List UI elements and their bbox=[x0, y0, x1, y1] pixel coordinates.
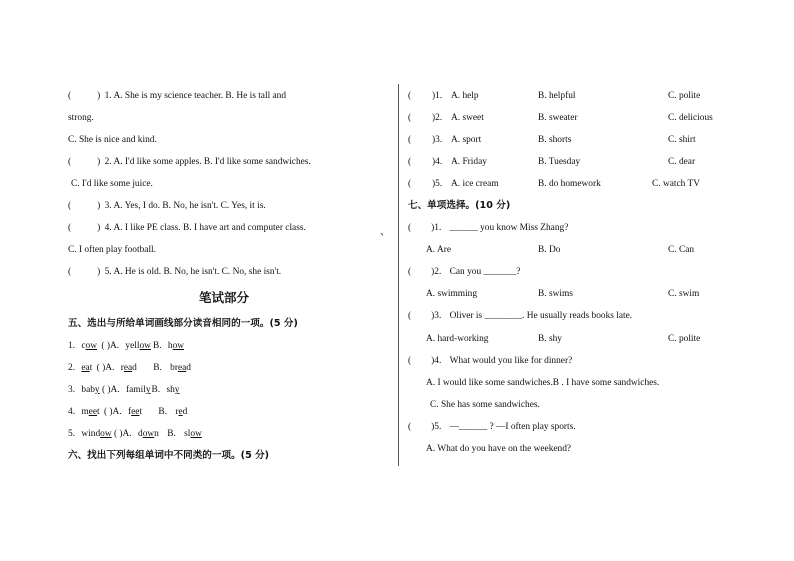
choice-q4: ( )4. What would you like for dinner? bbox=[408, 356, 573, 366]
listening-item-1: ( ) 1. A. She is my science teacher. B. He is tall and bbox=[68, 91, 287, 101]
section5-heading: 五、选出与所给单词画线部分读音相同的一项。(5 分) bbox=[68, 318, 298, 329]
stray-mark: 、 bbox=[380, 227, 390, 238]
listening-item-3: ( ) 3. A. Yes, I do. B. No, he isn't. C. Yes, it is. bbox=[68, 201, 266, 211]
phonics-item-1: 1. cow ( )A. yellow B. how bbox=[68, 341, 185, 351]
written-section-title: 笔试部分 bbox=[199, 290, 250, 305]
choice-q4-option-c: C. She has some sandwiches. bbox=[430, 400, 540, 410]
exam-page: 、 ( ) 1. A. She is my science teacher. B. He is tall and strong. C. She is nice and kind. ( ) 2. A. I'd like some apples. B. I'd like some sandwiches. C. I'd like some juice. ( ) 3. A. Yes, I do. B. No, he isn't. C. Yes, it is. ( ) 4. A. I like PE class. B. I have art and computer class. C. I often play football. ( ) 5. A. He is old. B. No, he isn't. C. No, she isn't. 笔试部分 五、选出与所给单词画线部分读音相同的一项。(5 分) 1. cow ( )A. yellow B. how 2. eat ( )A. read B. bread 3. baby ( )A. familyB. shy 4. meet ( )A. feet B. red 5. window ( )A. down B. slow 六、找出下列每组单词中不同类的一项。(5 分) ( )1. A. help B. helpful C. polite ( )2. A. sweet B. sweater C. delicious ( )3. A. sport B. shorts C. shirt ( )4. A. Friday B. Tuesday C. dear ( )5. A. ice cream B. do homework C. watch TV 七、单项选择。(10 分) ( )1. ______ you know Miss Zhang? A. Are B. Do C. Can ( )2. Can you _______? A. swimming B. swims C. swim ( )3. Oliver is ________. He usually reads books late. A. hard-working B. shy C. polite ( )4. What would you like for dinner? A. I would like some sandwiches.B . I have some sandwiches. C. She has some sandwiches. ( )5. —______ ? —I often play sports. A. What do you have on the weekend? bbox=[0, 0, 794, 561]
choice-q1: ( )1. ______ you know Miss Zhang? bbox=[408, 223, 569, 233]
choice-q3: ( )3. Oliver is ________. He usually reads books late. bbox=[408, 311, 633, 321]
listening-item-1-cont: strong. bbox=[68, 113, 94, 123]
listening-item-4-option-c: C. I often play football. bbox=[68, 245, 157, 255]
phonics-item-3: 3. baby ( )A. familyB. shy bbox=[68, 385, 180, 395]
listening-item-2-option-c: C. I'd like some juice. bbox=[71, 179, 153, 189]
phonics-item-5: 5. window ( )A. down B. slow bbox=[68, 429, 202, 439]
choice-q5: ( )5. —______ ? —I often play sports. bbox=[408, 422, 576, 432]
listening-item-1-option-c: C. She is nice and kind. bbox=[68, 135, 157, 145]
section6-heading: 六、找出下列每组单词中不同类的一项。(5 分) bbox=[68, 450, 270, 461]
listening-item-5: ( ) 5. A. He is old. B. No, he isn't. C. No, she isn't. bbox=[68, 267, 282, 277]
choice-q4-options-ab: A. I would like some sandwiches.B . I have some sandwiches. bbox=[426, 378, 660, 388]
phonics-item-4: 4. meet ( )A. feet B. red bbox=[68, 407, 188, 417]
choice-q2: ( )2. Can you _______? bbox=[408, 267, 521, 277]
phonics-item-2: 2. eat ( )A. read B. bread bbox=[68, 363, 191, 373]
column-divider bbox=[398, 84, 399, 466]
section7-heading: 七、单项选择。(10 分) bbox=[408, 200, 511, 211]
listening-item-2: ( ) 2. A. I'd like some apples. B. I'd like some sandwiches. bbox=[68, 157, 311, 167]
listening-item-4: ( ) 4. A. I like PE class. B. I have art and computer class. bbox=[68, 223, 306, 233]
choice-q5-option-a: A. What do you have on the weekend? bbox=[426, 444, 572, 454]
